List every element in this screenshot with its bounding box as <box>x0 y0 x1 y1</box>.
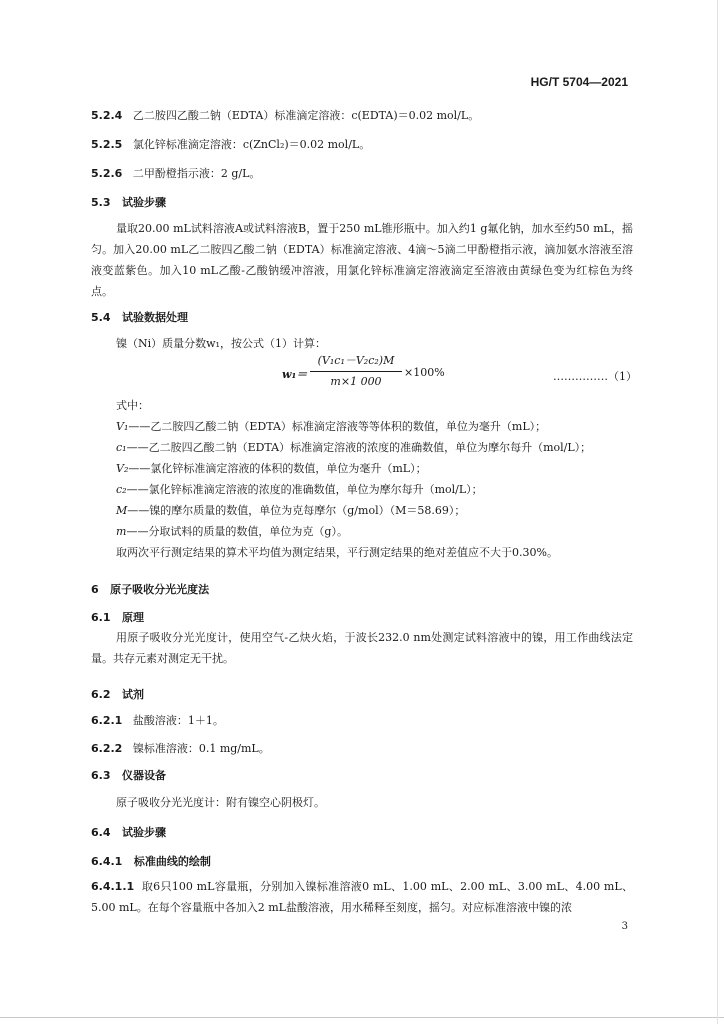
definition-symbol: c₂ <box>116 483 127 496</box>
clause-number: 5.2.5 <box>91 138 123 151</box>
heading-title: 试验数据处理 <box>122 311 188 324</box>
heading-number: 6.4 <box>91 826 111 839</box>
heading-title: 试验步骤 <box>122 826 166 839</box>
heading-number: 6.4.1 <box>91 855 123 868</box>
heading-number: 5.4 <box>91 311 111 324</box>
definition-text: ——氯化锌标准滴定溶液的浓度的准确数值，单位为摩尔每升（mol/L）； <box>126 483 483 496</box>
definition-symbol: V₂ <box>116 462 129 475</box>
fraction-bar <box>310 371 402 372</box>
page-number: 3 <box>621 921 628 932</box>
heading-6 <box>91 581 209 597</box>
heading-number: 6 <box>91 583 99 596</box>
clause-text: 乙二胺四乙酸二钠（EDTA）标准滴定溶液：c(EDTA)＝0.02 mol/L。 <box>132 109 480 122</box>
definition-text: ——乙二胺四乙酸二钠（EDTA）标准滴定溶液的浓度的准确数值，单位为摩尔每升（mol/L）； <box>126 441 592 454</box>
definition-item <box>116 439 591 455</box>
clause-text: 氯化锌标准滴定溶液：c(ZnCl₂)＝0.02 mol/L。 <box>132 138 371 151</box>
heading-6-3 <box>91 767 166 783</box>
definition-text: ——分取试料的质量的数值，单位为克（g）。 <box>126 525 348 538</box>
heading-title: 试验步骤 <box>122 196 166 209</box>
clause-5-2-4 <box>91 107 479 123</box>
clause-number: 5.2.6 <box>91 167 123 180</box>
definition-text: ——镍的摩尔质量的数值，单位为克每摩尔（g/mol）（M＝58.69）； <box>127 504 466 517</box>
heading-6-4 <box>91 824 166 840</box>
definition-item <box>116 460 427 476</box>
heading-title: 标准曲线的绘制 <box>133 855 211 868</box>
paragraph-6-3: 原子吸收分光光度计：附有镍空心阴极灯。 <box>116 796 325 809</box>
heading-number: 6.3 <box>91 769 111 782</box>
definition-item <box>116 418 546 434</box>
clause-number: 6.2.1 <box>91 714 123 727</box>
formula-tail: ×100% <box>404 366 445 379</box>
heading-number: 6.1 <box>91 611 111 624</box>
heading-6-2 <box>91 686 144 702</box>
clause-text: 镍标准溶液：0.1 mg/mL。 <box>132 742 270 755</box>
heading-title: 原理 <box>122 611 144 624</box>
definition-text: ——氯化锌标准滴定溶液的体积的数值，单位为毫升（mL）； <box>128 462 427 475</box>
clause-text: 二甲酚橙指示液：2 g/L。 <box>132 167 261 180</box>
heading-6-4-1 <box>91 853 211 869</box>
heading-number: 5.3 <box>91 196 111 209</box>
definition-symbol: c₁ <box>116 441 127 454</box>
definition-symbol: V₁ <box>116 420 129 433</box>
clause-6-4-1-1 <box>91 876 633 918</box>
formula-intro: 镍（Ni）质量分数w₁，按公式（1）计算： <box>116 337 326 350</box>
heading-5-4 <box>91 309 188 325</box>
formula-denominator: m×1 000 <box>330 375 382 388</box>
heading-title: 试剂 <box>122 688 144 701</box>
definition-item <box>116 481 483 497</box>
clause-number: 5.2.4 <box>91 109 123 122</box>
clause-number: 6.4.1.1 <box>91 880 135 893</box>
clause-number: 6.2.2 <box>91 742 123 755</box>
formula-1 <box>282 352 445 396</box>
clause-5-2-5 <box>91 136 370 152</box>
clause-6-2-2 <box>91 740 270 756</box>
formula-numerator: (V₁c₁－V₂c₂)M <box>317 354 395 367</box>
definition-text: ——乙二胺四乙酸二钠（EDTA）标准滴定溶液等等体积的数值，单位为毫升（mL）； <box>128 420 547 433</box>
clause-text: 取6只100 mL容量瓶，分别加入镍标准溶液0 mL、1.00 mL、2.00 mL、3.00 mL、4.00 mL、5.00 mL。在每个容量瓶中各加入2 mL盐酸溶液，用水稀释至刻度，摇匀。对应标准溶液中镍的浓 <box>91 880 633 914</box>
formula-lhs: w₁＝ <box>282 368 308 381</box>
formula-fraction <box>310 352 402 391</box>
heading-title: 仪器设备 <box>122 769 166 782</box>
definition-item <box>116 502 465 518</box>
definition-item <box>116 523 348 539</box>
heading-title: 原子吸收分光光度法 <box>110 583 210 596</box>
scan-right-edge <box>717 0 718 1024</box>
heading-number: 6.2 <box>91 688 111 701</box>
scan-bottom-edge <box>0 1017 724 1018</box>
where-label: 式中： <box>116 399 149 412</box>
result-note: 取两次平行测定结果的算术平均值为测定结果，平行测定结果的绝对差值应不大于0.30%。 <box>116 546 558 559</box>
standard-number: HG/T 5704—2021 <box>530 75 628 89</box>
paragraph-6-1: 用原子吸收分光光度计，使用空气-乙炔火焰，于波长232.0 nm处测定试料溶液中的镍，用工作曲线法定量。共存元素对测定无干扰。 <box>91 631 633 665</box>
clause-5-2-6 <box>91 165 260 181</box>
paragraph-5-3: 量取20.00 mL试料溶液A或试料溶液B，置于250 mL锥形瓶中。加入约1 g氟化钠，加水至约50 mL，摇匀。加入20.00 mL乙二胺四乙酸二钠（EDTA）标准滴定溶液、4滴～5滴二甲酚橙指示液，滴加氨水溶液至溶液变蓝紫色。加入10 mL乙酸-乙酸钠缓冲溶液，用氯化锌标准滴定溶液滴定至溶液由黄绿色变为红棕色为终点。 <box>91 222 633 298</box>
definition-symbol: M <box>116 504 128 517</box>
clause-text: 盐酸溶液：1＋1。 <box>132 714 224 727</box>
definition-symbol: m <box>116 525 127 538</box>
equation-number: ……………（1） <box>553 370 637 383</box>
heading-5-3 <box>91 194 166 210</box>
heading-6-1 <box>91 609 144 625</box>
clause-6-2-1 <box>91 712 224 728</box>
